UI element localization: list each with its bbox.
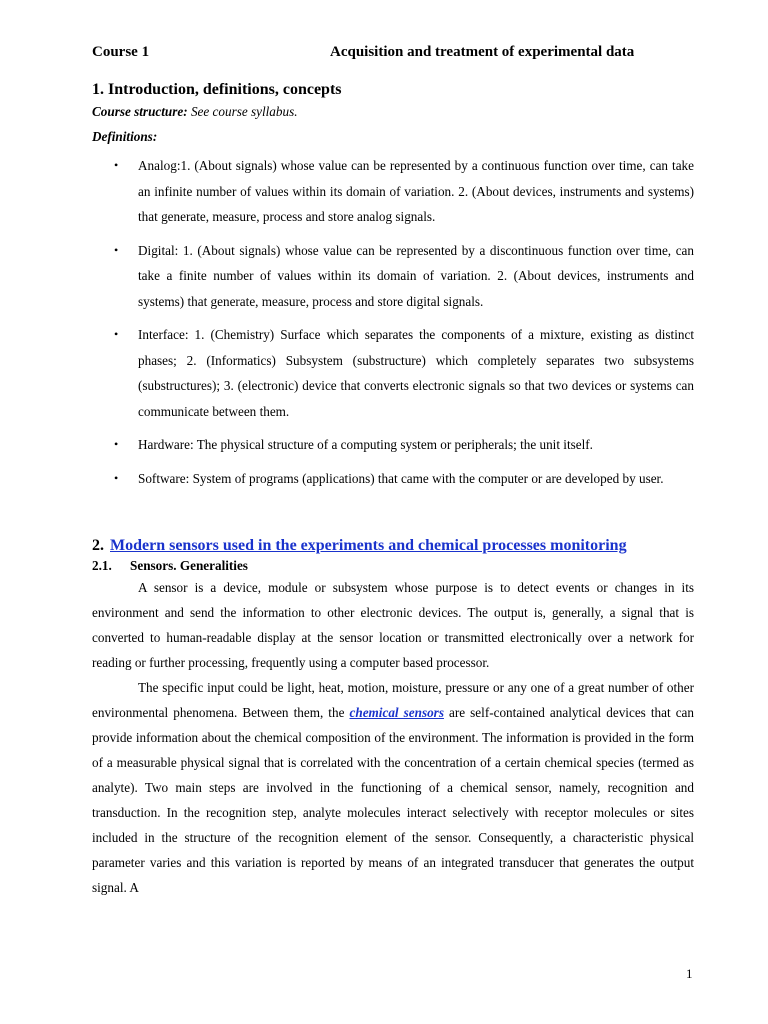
section2-heading bbox=[92, 535, 694, 557]
bullet-icon: • bbox=[114, 470, 119, 485]
definition-item-interface: • Interface: 1. (Chemistry) Surface which separates the components of a mixture, existing as distinct phases; 2. (Informatics) Subsystem (substructure) which completely separates two subsystems (substructures); 3. (electronic) device that converts electronic signals so that two devices or systems can communicate between them. bbox=[92, 322, 694, 424]
subsection-heading bbox=[92, 557, 694, 575]
header-title: Acquisition and treatment of experimental data bbox=[330, 44, 635, 60]
bullet-icon: • bbox=[114, 242, 119, 257]
subsection-title: Sensors. Generalities bbox=[130, 558, 248, 573]
definition-item-software: • Software: System of programs (applications) that came with the computer or are developed by user. bbox=[92, 466, 694, 492]
subsection-number: 2.1. bbox=[92, 558, 112, 573]
definition-item-hardware: • Hardware: The physical structure of a computing system or peripherals; the unit itself. bbox=[92, 432, 694, 458]
paragraph-sensor-definition: A sensor is a device, module or subsystem whose purpose is to detect events or changes in its environment and send the information to other electronic devices. The output is, generally, a signal that is converted to human-readable display at the sensor location or transmitted electronically over a network for reading or further processing, frequently using a computer based processor. bbox=[92, 580, 694, 670]
definitions-list bbox=[92, 153, 694, 491]
definitions-label: Definitions: bbox=[92, 129, 158, 144]
section2-title-link[interactable]: Modern sensors used in the experiments and chemical processes monitoring bbox=[110, 537, 627, 554]
course-structure-label: Course structure: bbox=[92, 104, 188, 119]
bullet-icon: • bbox=[114, 437, 119, 451]
definition-item-analog: • Analog:1. (About signals) whose value can be represented by a continuous function over time, can take an infinite number of values within its domain of variation. 2. (About devices, instruments and systems) that generate, measure, process and store analog signals. bbox=[92, 153, 694, 230]
section1-heading: 1. Introduction, definitions, concepts bbox=[92, 81, 342, 98]
header-course: Course 1 bbox=[92, 44, 150, 60]
page-number: 1 bbox=[686, 966, 693, 981]
bullet-icon: • bbox=[114, 327, 119, 341]
page-content bbox=[92, 78, 694, 900]
course-structure-line bbox=[92, 102, 694, 122]
bullet-icon: • bbox=[114, 158, 119, 172]
definition-item-digital: • Digital: 1. (About signals) whose value can be represented by a discontinuous function over time, can take a finite number of values within its domain of variation. 2. (About devices, instruments and systems) that generate, measure, process and store digital signals. bbox=[92, 238, 694, 315]
chemical-sensors-link[interactable]: chemical sensors bbox=[349, 705, 444, 720]
paragraph-chemical-sensors: The specific input could be light, heat, motion, moisture, pressure or any one of a great number of other environmental phenomena. Between them, the chemical sensors are self-contained analytical devices that can provide information about the chemical composition of the environment. The information is provided in the form of a measurable physical signal that is correlated with the concentration of a certain chemical species (termed as analyte). Two main steps are involved in the functioning of a chemical sensor, namely, recognition and transduction. In the recognition step, analyte molecules interact selectively with receptor molecules or sites included in the structure of the recognition element of the sensor. Consequently, a characteristic physical parameter varies and this variation is reported by means of an integrated transducer that generates the output signal. A bbox=[92, 680, 695, 895]
course-structure-value: See course syllabus. bbox=[190, 104, 298, 119]
section2-number: 2. bbox=[92, 537, 104, 554]
